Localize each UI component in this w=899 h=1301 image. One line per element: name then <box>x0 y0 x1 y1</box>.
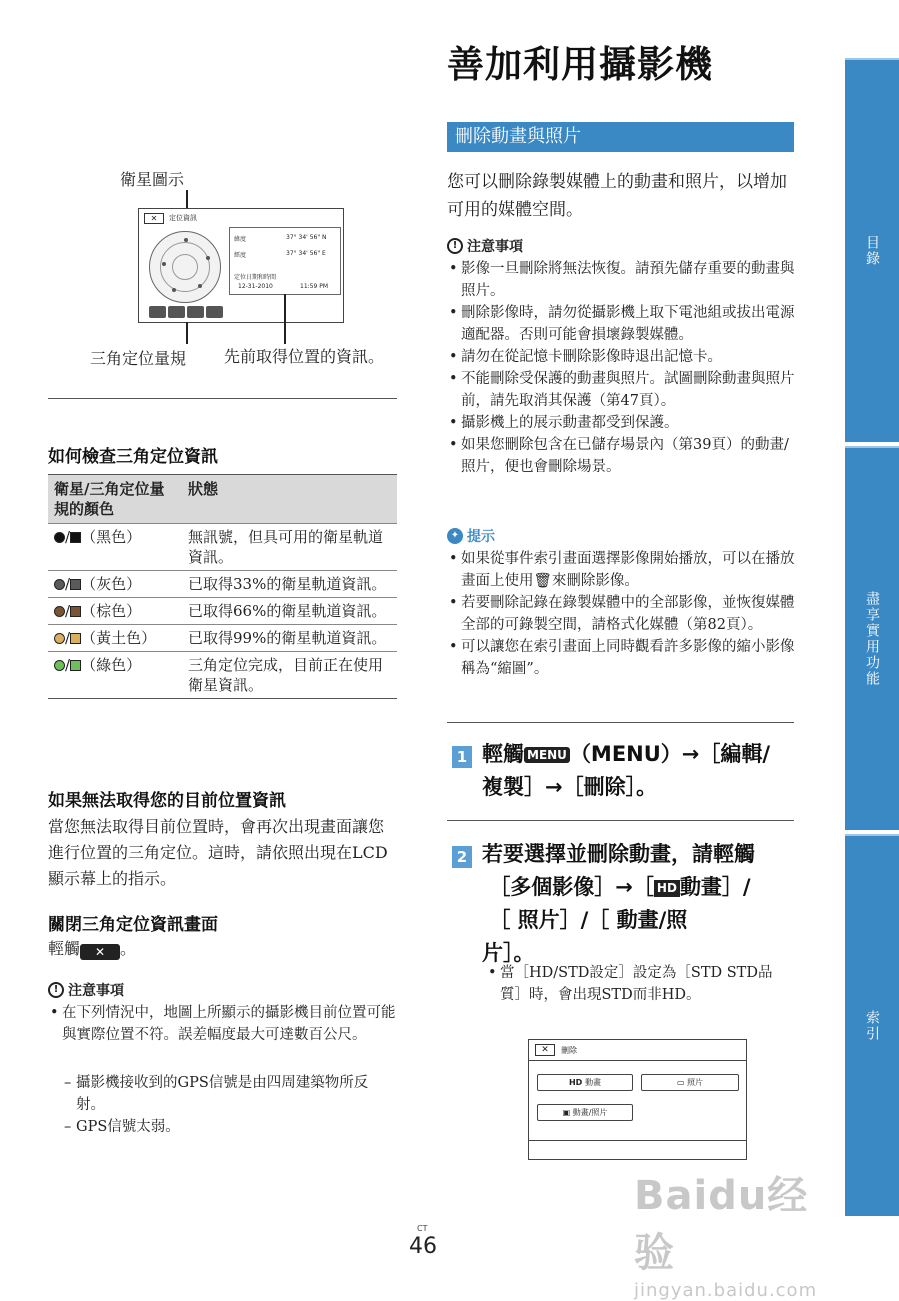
divider <box>447 722 794 723</box>
close-key-icon: ✕ <box>80 944 120 960</box>
column-header: 狀態 <box>182 475 397 524</box>
list-item: • 刪除影像時，請勿從攝影機上取下電池組或拔出電源適配器。否則可能會損壞錄製媒體。 <box>447 302 795 346</box>
heading-unavailable: 如果無法取得您的目前位置資訊 <box>48 791 286 811</box>
label-triangulation-gauge: 三角定位量規 <box>90 349 187 368</box>
satellite-color-icon <box>54 532 65 543</box>
table-row <box>48 524 397 571</box>
lightbulb-icon: ✦ <box>447 528 463 544</box>
color-cell: / （綠色） <box>48 652 182 699</box>
caution-icon: ! <box>48 982 64 998</box>
notes-list <box>447 258 795 478</box>
triangulation-gauge <box>149 306 223 318</box>
close-icon[interactable]: ✕ <box>535 1044 555 1056</box>
notes-list <box>48 1002 396 1046</box>
step-2-note <box>486 962 786 1006</box>
gauge-color-icon <box>70 579 81 590</box>
side-tab-label: 目錄 <box>864 235 880 267</box>
color-cell: / （棕色） <box>48 598 182 625</box>
status-cell: 已取得99%的衛星軌道資訊。 <box>182 625 397 652</box>
sub-notes-list <box>60 1072 396 1138</box>
step-1-number: 1 <box>452 746 472 768</box>
status-table <box>48 474 397 699</box>
column-header: 衛星/三角定位量規的顏色 <box>48 475 182 524</box>
section-title-bar: 刪除動畫與照片 <box>447 122 794 152</box>
list-item: • 如果從事件索引畫面選擇影像開始播放，可以在播放畫面上使用🗑來刪除影像。 <box>447 548 795 592</box>
date-value: 12-31-2010 <box>238 283 273 290</box>
delete-screen <box>528 1039 747 1160</box>
side-tab-index[interactable] <box>845 834 899 1216</box>
list-item: • 如果您刪除包含在已儲存場景內（第39頁）的動畫/照片，便也會刪除場景。 <box>447 434 795 478</box>
hd-icon: HD <box>654 880 680 897</box>
delete-photo-button[interactable]: ▭ 照片 <box>641 1074 739 1091</box>
gauge-color-icon <box>70 633 81 644</box>
paragraph-close: 輕觸 ✕ 。 <box>48 939 137 959</box>
list-item: • 請勿在從記憶卡刪除影像時退出記憶卡。 <box>447 346 795 368</box>
page-title: 善加利用攝影機 <box>447 43 713 86</box>
list-item: • 不能刪除受保護的動畫與照片。試圖刪除動畫與照片前，請先取消其保護（第47頁）。 <box>447 368 795 412</box>
list-item: • 影像一旦刪除將無法恢復。請預先儲存重要的動畫與照片。 <box>447 258 795 302</box>
datetime-label: 定位日期和時間 <box>234 274 277 281</box>
close-icon: ✕ <box>144 213 164 224</box>
satellite-color-icon <box>54 660 65 671</box>
list-item: • 可以讓您在索引畫面上同時觀看許多影像的縮小影像稱為“縮圖”。 <box>447 636 795 680</box>
status-cell: 已取得33%的衛星軌道資訊。 <box>182 571 397 598</box>
screen-title: 定位資訊 <box>169 214 197 222</box>
delete-movie-photo-button[interactable]: ▣ 動畫/照片 <box>537 1104 633 1121</box>
list-item: • 攝影機上的展示動畫都受到保護。 <box>447 412 795 434</box>
status-cell: 無訊號，但具可用的衛星軌道資訊。 <box>182 524 397 571</box>
label-previous-position: 先前取得位置的資訊。 <box>224 347 385 366</box>
satellite-globe-icon <box>149 231 221 303</box>
longitude-value: 37° 34' 56" E <box>286 250 326 257</box>
color-cell: / （黑色） <box>48 524 182 571</box>
heading-check-triangulation: 如何檢查三角定位資訊 <box>48 447 218 467</box>
gps-info-screen <box>138 208 344 323</box>
longitude-label: 經度 <box>234 252 247 259</box>
time-value: 11:59 PM <box>300 283 328 290</box>
page-number: 46 <box>409 1234 437 1259</box>
divider <box>447 820 794 821</box>
satellite-color-icon <box>54 579 65 590</box>
language-code: CT <box>417 1224 428 1233</box>
notes-heading: ! 注意事項 <box>48 980 124 1000</box>
step-2-text: 若要選擇並刪除動畫，請輕觸 ［多個影像］→［ HD 動畫］/ ［ 照片］/［ 動畫/照 片］。 <box>482 842 755 965</box>
status-cell: 三角定位完成，目前正在使用衛星資訊。 <box>182 652 397 699</box>
table-row <box>48 571 397 598</box>
side-tab-contents[interactable] <box>845 58 899 442</box>
gauge-color-icon <box>70 606 81 617</box>
color-cell: / （灰色） <box>48 571 182 598</box>
status-cell: 已取得66%的衛星軌道資訊。 <box>182 598 397 625</box>
table-row <box>48 598 397 625</box>
baidu-watermark-logo: Baidu经验 jingyan.baidu.com <box>634 1173 818 1301</box>
intro-paragraph: 您可以刪除錄製媒體上的動畫和照片，以增加可用的媒體空間。 <box>447 172 787 220</box>
satellite-color-icon <box>54 633 65 644</box>
list-item: – 攝影機接收到的GPS信號是由四周建築物所反射。 <box>60 1072 396 1116</box>
step-1-text: 輕觸 MENU （MENU）→［編輯/複製］→［刪除］。 <box>482 742 771 799</box>
menu-key-icon: MENU <box>524 747 570 763</box>
caution-icon: ! <box>447 238 463 254</box>
gauge-color-icon <box>70 660 81 671</box>
step-2-number: 2 <box>452 846 472 868</box>
hint-heading: ✦ 提示 <box>447 526 495 546</box>
latitude-value: 37° 34' 56" N <box>286 234 327 241</box>
heading-close-screen: 關閉三角定位資訊畫面 <box>48 915 218 935</box>
table-row <box>48 625 397 652</box>
side-tab-features[interactable] <box>845 446 899 830</box>
latitude-label: 緯度 <box>234 236 247 243</box>
list-item: – GPS信號太弱。 <box>60 1116 396 1138</box>
list-item: • 若要刪除記錄在錄製媒體中的全部影像，並恢復媒體全部的可錄製空間，請格式化媒體（第82頁）。 <box>447 592 795 636</box>
delete-movie-button[interactable]: HD 動畫 <box>537 1074 633 1091</box>
label-satellite-icon: 衛星圖示 <box>120 170 185 189</box>
gauge-color-icon <box>70 532 81 543</box>
position-info-panel <box>229 227 341 295</box>
divider <box>48 398 397 399</box>
callout-line <box>284 294 286 344</box>
list-item: • 當［HD/STD設定］設定為［STD STD品質］時，會出現STD而非HD。 <box>486 962 786 1006</box>
color-cell: / （黃土色） <box>48 625 182 652</box>
side-tab-label: 盡享實用功能 <box>864 591 880 687</box>
table-row <box>48 652 397 699</box>
list-item: • 在下列情況中，地圖上所顯示的攝影機目前位置可能與實際位置不符。誤差幅度最大可達數百公尺。 <box>48 1002 396 1046</box>
screen-title: 刪除 <box>561 1046 577 1055</box>
side-tab-label: 索引 <box>864 1010 880 1042</box>
satellite-color-icon <box>54 606 65 617</box>
hints-list <box>447 548 795 680</box>
callout-line <box>186 322 188 344</box>
notes-heading: ! 注意事項 <box>447 236 523 256</box>
paragraph-unavailable: 當您無法取得目前位置時，會再次出現畫面讓您進行位置的三角定位。這時，請依照出現在LCD顯示幕上的指示。 <box>48 817 388 888</box>
